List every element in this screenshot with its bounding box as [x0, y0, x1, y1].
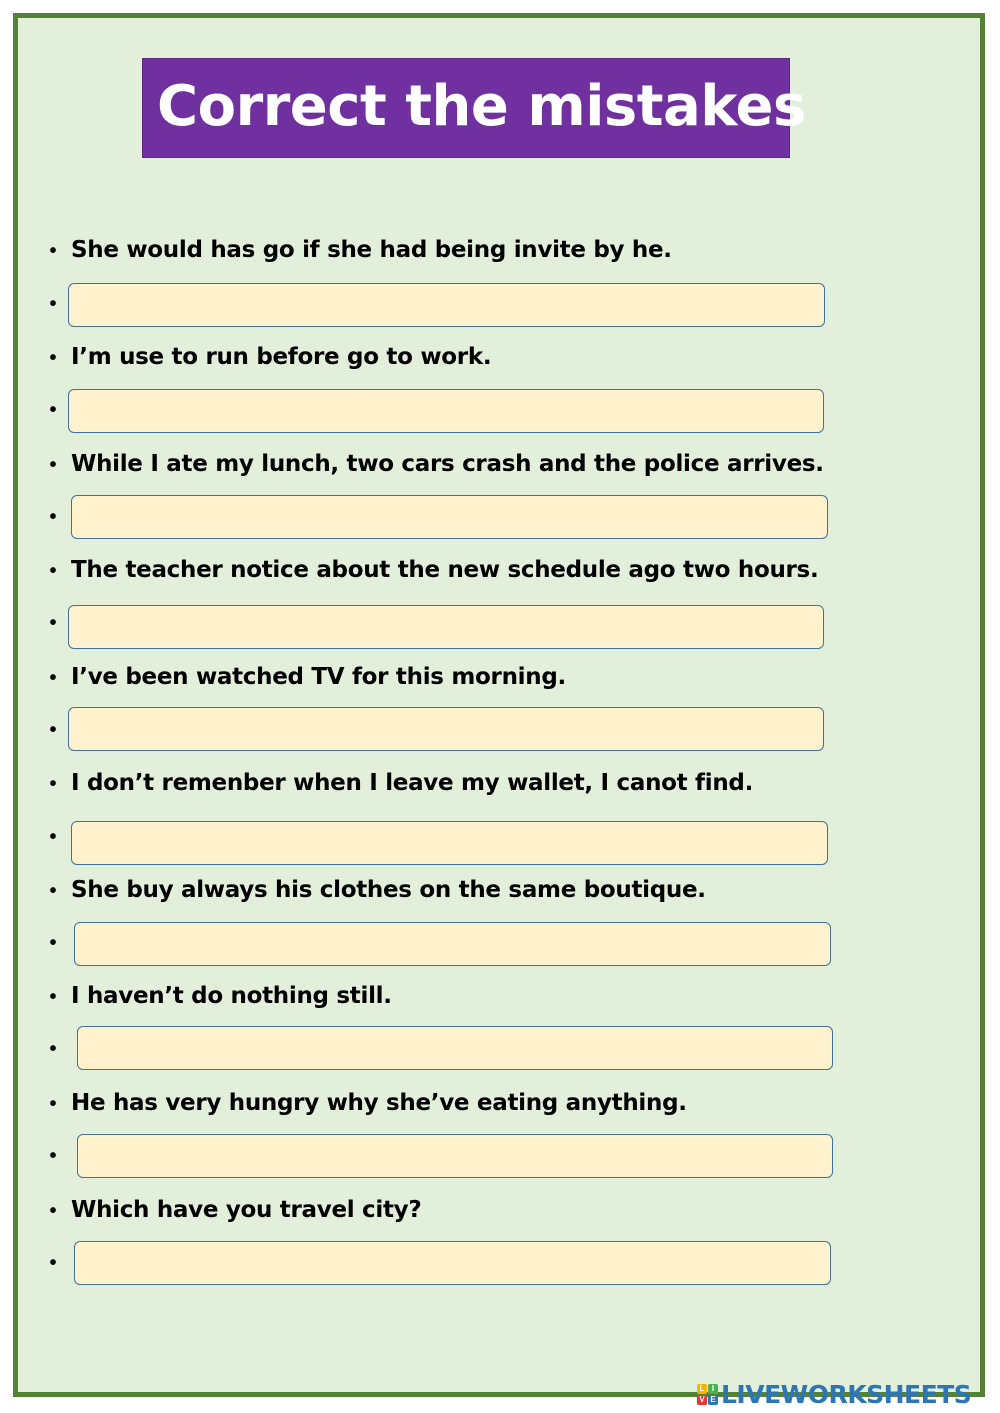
- answer-field-9[interactable]: [77, 1134, 833, 1178]
- bullet: •: [49, 932, 57, 954]
- answer-field-10[interactable]: [74, 1241, 831, 1285]
- bullet: •: [49, 667, 57, 689]
- bullet: •: [49, 1038, 57, 1060]
- answer-field-5[interactable]: [68, 707, 824, 751]
- logo-mark-letter: V: [697, 1395, 707, 1405]
- logo-mark-letter: L: [697, 1384, 707, 1394]
- logo-mark-letter: I: [708, 1384, 718, 1394]
- sentence-7: She buy always his clothes on the same boutique.: [71, 877, 706, 903]
- bullet: •: [49, 454, 57, 476]
- bullet: •: [49, 1200, 57, 1222]
- bullet: •: [49, 612, 57, 634]
- answer-field-6[interactable]: [71, 821, 828, 865]
- answer-field-2[interactable]: [68, 389, 824, 433]
- answer-field-3[interactable]: [71, 495, 828, 539]
- bullet: •: [49, 1093, 57, 1115]
- bullet: •: [49, 240, 57, 262]
- bullet: •: [49, 1145, 57, 1167]
- liveworksheets-logo-icon: [697, 1384, 718, 1405]
- logo-mark-letter: E: [708, 1395, 718, 1405]
- page-title: Correct the mistakes: [157, 74, 806, 139]
- bullet: •: [49, 399, 57, 421]
- bullet: •: [49, 293, 57, 315]
- title-banner: [142, 58, 806, 158]
- sentence-3: While I ate my lunch, two cars crash and the police arrives.: [71, 451, 824, 477]
- answer-field-1[interactable]: [68, 283, 825, 327]
- sentence-6: I don’t remenber when I leave my wallet, I canot find.: [71, 770, 754, 796]
- bullet: •: [49, 347, 57, 369]
- answer-field-4[interactable]: [68, 605, 824, 649]
- sentence-5: I’ve been watched TV for this morning.: [71, 664, 566, 690]
- worksheet-page: [13, 13, 985, 1397]
- sentence-9: He has very hungry why she’ve eating anything.: [71, 1090, 687, 1116]
- sentence-10: Which have you travel city?: [71, 1197, 422, 1223]
- bullet: •: [49, 880, 57, 902]
- bullet: •: [49, 719, 57, 741]
- sentence-8: I haven’t do nothing still.: [71, 983, 392, 1009]
- bullet: •: [49, 1252, 57, 1274]
- bullet: •: [49, 506, 57, 528]
- sentence-4: The teacher notice about the new schedule ago two hours.: [71, 557, 819, 583]
- liveworksheets-logo[interactable]: [697, 1379, 971, 1409]
- answer-field-8[interactable]: [77, 1026, 833, 1070]
- sentence-2: I’m use to run before go to work.: [71, 344, 492, 370]
- sentence-1: She would has go if she had being invite by he.: [71, 237, 672, 263]
- bullet: •: [49, 986, 57, 1008]
- bullet: •: [49, 826, 57, 848]
- answer-field-7[interactable]: [74, 922, 831, 966]
- bullet: •: [49, 560, 57, 582]
- logo-text: LIVEWORKSHEETS: [721, 1379, 972, 1409]
- bullet: •: [49, 773, 57, 795]
